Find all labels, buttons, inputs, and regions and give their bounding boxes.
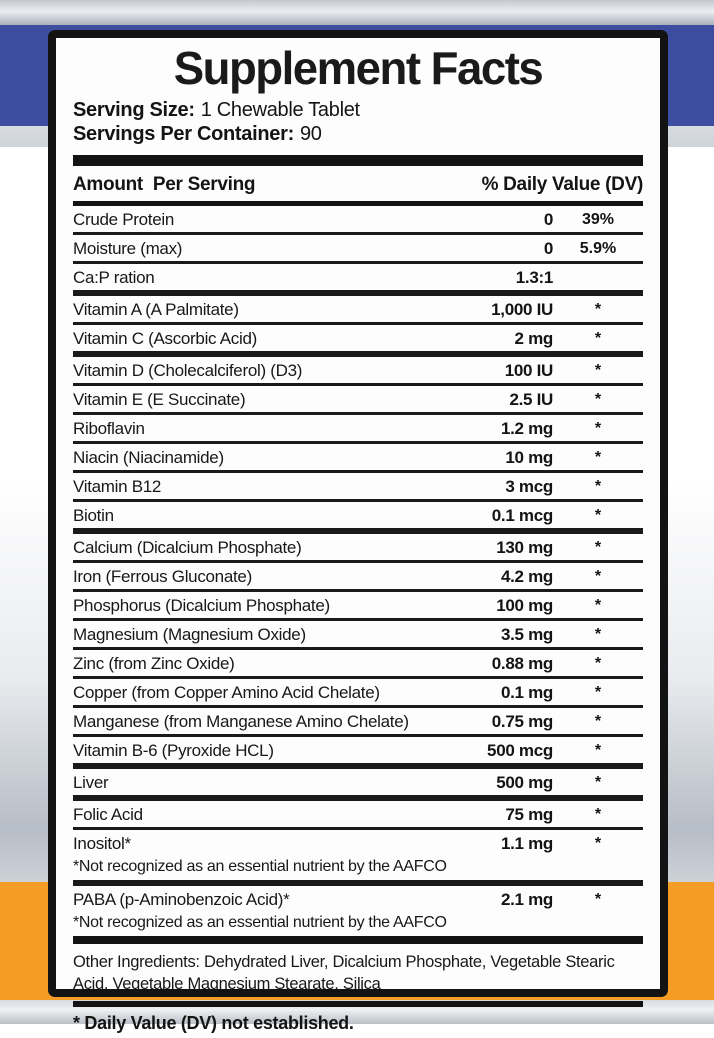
nutrient-name: PABA (p-Aminobenzoic Acid)* <box>73 890 290 909</box>
nutrient-daily-value: * <box>594 835 602 852</box>
nutrient-name: Crude Protein <box>73 210 174 229</box>
nutrient-name: Vitamin A (A Palmitate) <box>73 300 239 319</box>
nutrient-amount: 0 <box>543 239 553 258</box>
table-header <box>73 166 643 206</box>
nutrient-daily-value: * <box>594 568 602 585</box>
nutrient-row <box>73 708 643 737</box>
nutrient-amount: 10 mg <box>505 448 553 467</box>
nutrient-name: Liver <box>73 773 109 792</box>
nutrient-amount: 100 IU <box>504 361 553 380</box>
nutrient-daily-value: * <box>594 301 602 318</box>
nutrient-row <box>73 534 643 563</box>
daily-value-note: * Daily Value (DV) not established. <box>73 1013 354 1033</box>
silver-band-top <box>0 0 714 25</box>
nutrient-name: Vitamin C (Ascorbic Acid) <box>73 329 257 348</box>
nutrient-amount: 0 <box>543 210 553 229</box>
nutrient-name: Iron (Ferrous Gluconate) <box>73 567 252 586</box>
nutrient-name: Vitamin E (E Succinate) <box>73 390 246 409</box>
nutrient-row <box>73 357 643 386</box>
nutrient-row <box>73 415 643 444</box>
nutrient-row <box>73 235 643 264</box>
nutrient-amount: 130 mg <box>496 538 553 557</box>
nutrient-name: Vitamin B12 <box>73 477 162 496</box>
nutrient-daily-value: * <box>594 507 602 524</box>
nutrient-daily-value: 39% <box>581 211 615 228</box>
nutrient-amount: 1.1 mg <box>500 834 553 853</box>
nutrient-daily-value: * <box>594 362 602 379</box>
nutrient-row <box>73 264 643 296</box>
nutrient-name: Vitamin B-6 (Pyroxide HCL) <box>73 741 274 760</box>
daily-value-header: % Daily Value (DV) <box>481 174 643 195</box>
nutrient-rows <box>73 206 643 936</box>
nutrient-daily-value: * <box>594 478 602 495</box>
serving-size-value: 1 Chewable Tablet <box>200 99 360 121</box>
servings-per-container-line <box>73 122 643 146</box>
servings-per-container-value: 90 <box>299 123 322 145</box>
nutrient-daily-value: * <box>594 420 602 437</box>
nutrient-row <box>73 621 643 650</box>
serving-info <box>73 98 643 146</box>
nutrient-row <box>73 386 643 415</box>
nutrient-amount: 0.75 mg <box>491 712 553 731</box>
other-ingredients: Other Ingredients: Dehydrated Liver, Dicalcium Phosphate, Vegetable Stearic Acid, Vegetable Magnesium Stearate, Silica <box>73 953 615 993</box>
nutrient-name: Zinc (from Zinc Oxide) <box>73 654 235 673</box>
nutrient-row <box>73 737 643 769</box>
nutrient-amount: 2.1 mg <box>500 890 553 909</box>
nutrient-daily-value: * <box>594 449 602 466</box>
nutrient-name: Calcium (Dicalcium Phosphate) <box>73 538 302 557</box>
nutrient-daily-value: * <box>594 684 602 701</box>
nutrient-amount: 2.5 IU <box>509 390 553 409</box>
supplement-facts-panel <box>48 30 668 1033</box>
nutrient-row <box>73 444 643 473</box>
nutrient-daily-value: * <box>594 806 602 823</box>
nutrient-name: Niacin (Niacinamide) <box>73 448 224 467</box>
nutrient-footnote: *Not recognized as an essential nutrient by the AAFCO <box>73 914 447 931</box>
nutrient-daily-value: * <box>594 626 602 643</box>
nutrient-daily-value: * <box>594 655 602 672</box>
nutrient-amount: 4.2 mg <box>500 567 553 586</box>
nutrient-row <box>73 801 643 830</box>
nutrient-amount: 100 mg <box>496 596 553 615</box>
nutrient-amount: 0.1 mg <box>500 683 553 702</box>
nutrient-row <box>73 502 643 534</box>
nutrient-daily-value: * <box>594 774 602 791</box>
serving-size-label: Serving Size: <box>73 99 195 121</box>
nutrient-amount: 0.88 mg <box>491 654 553 673</box>
nutrient-amount: 75 mg <box>505 805 553 824</box>
nutrient-daily-value: * <box>594 713 602 730</box>
amount-per-serving-header: Amount Per Serving <box>73 174 256 195</box>
nutrient-row <box>73 296 643 325</box>
nutrient-amount: 500 mcg <box>487 741 553 760</box>
nutrient-name: Manganese (from Manganese Amino Chelate) <box>73 712 409 731</box>
nutrient-name: Moisture (max) <box>73 239 183 258</box>
divider-major-top <box>73 155 643 166</box>
nutrient-row <box>73 886 643 936</box>
nutrient-row <box>73 325 643 357</box>
nutrient-row <box>73 206 643 235</box>
nutrient-daily-value: * <box>594 891 602 908</box>
servings-per-container-label: Servings Per Container: <box>73 123 294 145</box>
nutrient-amount: 0.1 mcg <box>491 506 553 525</box>
nutrient-daily-value: * <box>594 391 602 408</box>
nutrient-name: Phosphorus (Dicalcium Phosphate) <box>73 596 330 615</box>
nutrient-amount: 1.3:1 <box>515 268 553 287</box>
nutrient-amount: 3 mcg <box>505 477 553 496</box>
nutrient-row <box>73 679 643 708</box>
nutrient-daily-value: * <box>594 539 602 556</box>
nutrient-daily-value: * <box>594 330 602 347</box>
nutrient-row <box>73 563 643 592</box>
nutrient-name: Magnesium (Magnesium Oxide) <box>73 625 306 644</box>
panel-title: Supplement Facts <box>173 42 543 94</box>
nutrient-name: Vitamin D (Cholecalciferol) (D3) <box>73 361 303 380</box>
nutrient-row <box>73 769 643 801</box>
nutrient-amount: 1.2 mg <box>500 419 553 438</box>
nutrient-name: Riboflavin <box>73 419 145 438</box>
nutrient-amount: 1,000 IU <box>491 300 553 319</box>
nutrient-daily-value: * <box>594 742 602 759</box>
nutrient-amount: 500 mg <box>496 773 553 792</box>
serving-size-line <box>73 98 643 122</box>
nutrient-row <box>73 473 643 502</box>
nutrient-footnote: *Not recognized as an essential nutrient by the AAFCO <box>73 858 447 875</box>
nutrient-name: Copper (from Copper Amino Acid Chelate) <box>73 683 380 702</box>
nutrient-amount: 3.5 mg <box>500 625 553 644</box>
nutrient-daily-value: * <box>594 597 602 614</box>
nutrient-name: Folic Acid <box>73 805 143 824</box>
nutrient-row <box>73 650 643 679</box>
nutrient-row <box>73 830 643 886</box>
divider-above-other-ingredients <box>73 936 643 944</box>
nutrient-daily-value: 5.9% <box>579 240 617 257</box>
nutrient-amount: 2 mg <box>514 329 553 348</box>
nutrient-name: Inositol* <box>73 834 131 853</box>
nutrient-name: Biotin <box>73 506 114 525</box>
nutrient-row <box>73 592 643 621</box>
nutrient-name: Ca:P ration <box>73 268 155 287</box>
